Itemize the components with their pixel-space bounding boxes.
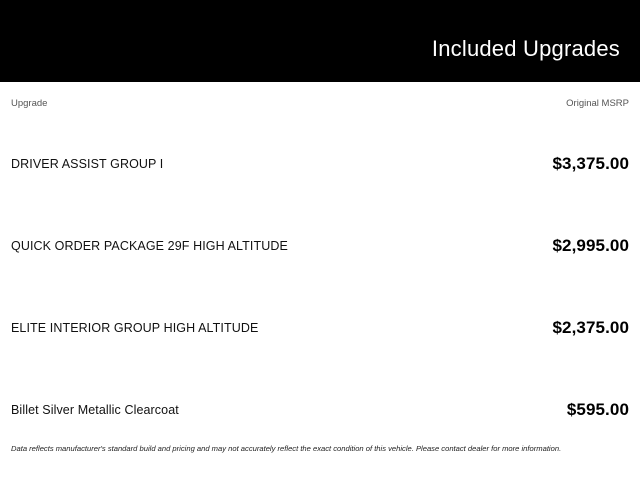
panel-header <box>0 0 640 82</box>
upgrades-table <box>0 82 640 480</box>
upgrade-name: DRIVER ASSIST GROUP I <box>11 157 164 171</box>
upgrade-name: Billet Silver Metallic Clearcoat <box>11 403 179 417</box>
table-body <box>11 123 629 451</box>
upgrade-price: $2,375.00 <box>552 318 629 337</box>
column-header-msrp: Original MSRP <box>566 98 629 109</box>
upgrade-price: $595.00 <box>566 400 629 419</box>
table-row <box>11 123 629 205</box>
table-row <box>11 369 629 451</box>
page-title: Included Upgrades <box>431 36 620 61</box>
upgrade-price: $2,995.00 <box>552 236 629 255</box>
table-row <box>11 287 629 369</box>
upgrade-name: ELITE INTERIOR GROUP HIGH ALTITUDE <box>11 321 259 335</box>
disclaimer-text: Data reflects manufacturer's standard build and pricing and may not accurately reflect the exact condition of this vehicle. Please contact dealer for more information. <box>11 444 562 453</box>
table-row <box>11 205 629 287</box>
column-header-upgrade: Upgrade <box>11 98 48 109</box>
upgrade-name: QUICK ORDER PACKAGE 29F HIGH ALTITUDE <box>11 239 288 253</box>
upgrade-price: $3,375.00 <box>552 154 629 173</box>
table-header-row <box>11 82 629 109</box>
